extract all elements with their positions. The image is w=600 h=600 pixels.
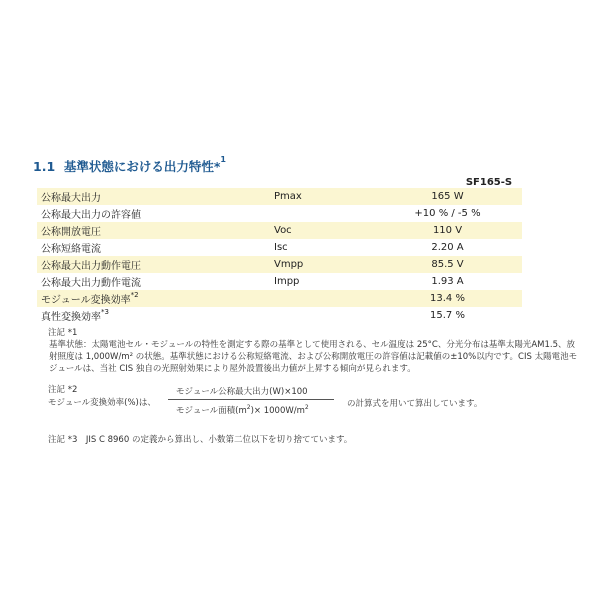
section-title [33,157,226,175]
spec-name [37,222,270,239]
spec-row [37,256,522,273]
spec-name-text: 公称最大出力動作電流 [41,278,141,289]
spec-name-text: 公称最大出力 [41,193,101,204]
spec-symbol: Voc [270,222,373,239]
formula-denominator-sup: 2 [246,404,251,411]
spec-name-text: 公称短絡電流 [41,244,101,255]
note3: 注記 *3 JIS C 8960 の定義から算出し、小数第二位以下を切り捨てています。 [48,435,353,445]
spec-value: 13.4 % [373,290,522,307]
spec-value: 85.5 V [373,256,522,273]
formula-denominator [176,404,309,416]
formula-tail: の計算式を用いて算出しています。 [347,399,483,409]
spec-name-footnote: *3 [101,308,109,316]
spec-symbol: Vmpp [270,256,373,273]
spec-symbol [270,307,373,324]
section-title-text: 基準状態における出力特性* [63,159,221,174]
spec-symbol: Impp [274,276,300,287]
spec-value: +10 % / -5 % [414,208,481,219]
formula-denominator-sup2: 2 [304,404,309,411]
spec-name [37,273,270,290]
spec-name-text: 真性変換効率 [41,312,101,323]
spec-symbol [270,205,373,222]
spec-name [37,256,270,273]
spec-value: 1.93 A [431,276,464,287]
spec-name [37,290,270,307]
formula-fraction-line [168,399,334,400]
note1-body: 基準状態：太陽電池セル・モジュールの特性を測定する際の基準として使用される、セル温度は 25°C、分光分布は基準太陽光AM1.5、放射照度は 1,000W/m² の状態。基準状態における公称短絡電流、および公称開放電圧の許容値は記載値の±10%以内です。CIS 太陽電池モジュールは、当社 CIS 独自の光照射効果により屋外設置後出力値が上昇する傾向が見られます。 [49,340,578,374]
spec-row [37,205,522,222]
spec-name-text: 公称開放電圧 [41,227,101,238]
spec-symbol [270,290,373,307]
spec-name-footnote: *2 [130,291,139,299]
model-name: SF165-S [465,177,513,188]
spec-name-text: モジュール変換効率 [41,295,131,306]
spec-value: 165 W [373,188,522,205]
spec-name [37,188,270,205]
spec-value: 110 V [373,222,522,239]
note2-lhs: モジュール変換効率(%)は、 [48,398,156,408]
section-number: 1.1 [33,159,56,174]
spec-row [37,188,522,205]
spec-name-text: 公称最大出力の許容値 [41,210,141,221]
spec-table [37,188,522,324]
formula-denominator-a: モジュール面積(m [176,406,247,416]
spec-name [37,307,270,324]
spec-row [37,307,522,324]
spec-symbol: Isc [274,242,288,253]
spec-name [37,205,270,222]
formula-numerator: モジュール公称最大出力(W)×100 [176,387,308,397]
spec-row [37,290,522,307]
section-title-footnote: 1 [220,155,226,164]
spec-value: 15.7 % [430,310,465,321]
spec-symbol: Pmax [270,188,373,205]
spec-row [37,222,522,239]
spec-row [37,273,522,290]
formula-denominator-b: )× 1000W/m [250,406,305,416]
spec-name [37,239,270,256]
spec-name-text: 公称最大出力動作電圧 [41,261,141,272]
spec-row [37,239,522,256]
spec-value: 2.20 A [431,242,464,253]
note2-label: 注記 *2 [48,385,78,395]
note1-label: 注記 *1 [48,328,78,338]
